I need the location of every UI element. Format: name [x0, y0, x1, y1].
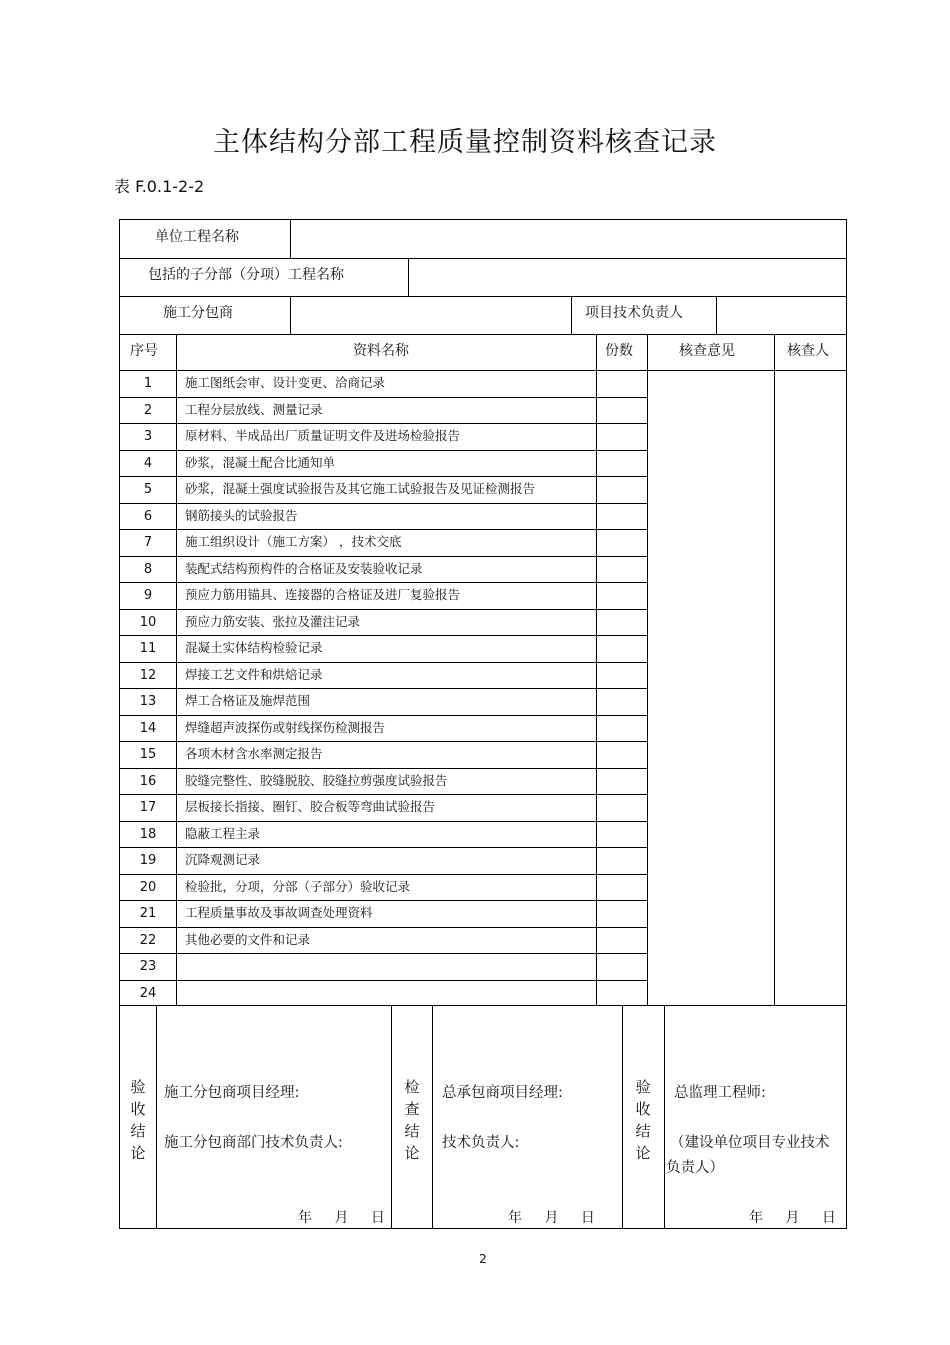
- row-number: 18: [139, 826, 157, 842]
- row-doc-name: 工程质量事故及事故调查处理资料: [185, 905, 373, 920]
- divider: [596, 334, 597, 1006]
- date-field: 年 月 日: [749, 1210, 836, 1226]
- owner-tech-signature-cont: 负责人）: [666, 1160, 724, 1176]
- row-number: 10: [139, 614, 157, 630]
- divider: [120, 296, 846, 297]
- column-header-reviewer: 核查人: [787, 343, 829, 359]
- row-doc-name: 原材料、半成品出厂质量证明文件及进场检验报告: [185, 428, 461, 443]
- divider: [156, 1005, 157, 1228]
- row-number: 5: [143, 482, 153, 497]
- row-number: 13: [139, 694, 157, 709]
- page-number: 2: [479, 1252, 487, 1266]
- row-doc-name: 砂浆，混凝土强度试验报告及其它施工试验报告及见证检测报告: [185, 481, 536, 496]
- divider: [571, 296, 572, 334]
- row-number: 20: [139, 879, 157, 895]
- row-number: 9: [143, 588, 153, 603]
- record-table: [119, 219, 847, 1229]
- row-divider: [120, 556, 647, 557]
- divider: [120, 334, 846, 335]
- divider: [391, 1005, 392, 1228]
- row-divider: [120, 662, 647, 663]
- row-doc-name: 层板接长指接、圈钉、胶合板等弯曲试验报告: [185, 799, 436, 814]
- chief-supervisor-signature: 总监理工程师:: [674, 1085, 766, 1101]
- row-number: 21: [139, 906, 157, 921]
- divider: [120, 1005, 846, 1006]
- row-divider: [120, 741, 647, 742]
- row-doc-name: 混凝土实体结构检验记录: [185, 640, 323, 655]
- row-divider: [120, 953, 647, 954]
- row-doc-name: 装配式结构预构件的合格证及安装验收记录: [185, 560, 423, 576]
- divider: [664, 1005, 665, 1228]
- row-doc-name: 各项木材含水率测定报告: [185, 746, 323, 761]
- row-number: 12: [139, 667, 157, 683]
- row-divider: [120, 609, 647, 610]
- tech-lead-label: 项目技术负责人: [585, 305, 683, 321]
- row-divider: [120, 423, 647, 424]
- row-divider: [120, 980, 647, 981]
- row-number: 17: [139, 800, 157, 815]
- row-number: 8: [143, 561, 153, 577]
- row-doc-name: 焊工合格证及施焊范围: [185, 693, 311, 708]
- row-divider: [120, 874, 647, 875]
- divider: [774, 334, 775, 1006]
- divider: [290, 296, 291, 334]
- divider: [176, 334, 177, 1006]
- row-doc-name: 砂浆，混凝土配合比通知单: [185, 454, 336, 470]
- row-doc-name: 其他必要的文件和记录: [185, 931, 311, 947]
- row-divider: [120, 715, 647, 716]
- table-number: 表 F.0.1-2-2: [114, 177, 205, 196]
- row-number: 6: [143, 508, 153, 524]
- row-doc-name: 钢筋接头的试验报告: [185, 507, 298, 523]
- row-divider: [120, 927, 647, 928]
- row-doc-name: 施工组织设计（施工方案） ，技术交底: [185, 534, 402, 549]
- row-doc-name: 焊接工艺文件和烘焙记录: [185, 666, 323, 682]
- column-header-copies: 份数: [605, 343, 633, 359]
- row-divider: [120, 635, 647, 636]
- row-divider: [120, 900, 647, 901]
- row-doc-name: 工程分层放线、测量记录: [185, 401, 323, 417]
- page-title: 主体结构分部工程质量控制资料核查记录: [213, 127, 717, 158]
- unit-project-label: 单位工程名称: [155, 229, 239, 245]
- row-number: 2: [143, 402, 153, 418]
- row-divider: [120, 847, 647, 848]
- row-divider: [120, 529, 647, 530]
- column-header-review-opinion: 核查意见: [679, 343, 735, 359]
- row-number: 7: [143, 535, 153, 550]
- inspection-conclusion-label: 检查结论: [404, 1078, 420, 1162]
- row-divider: [120, 476, 647, 477]
- row-doc-name: 预应力筋安装、张拉及灌注记录: [185, 613, 361, 629]
- row-divider: [120, 821, 647, 822]
- row-doc-name: 预应力筋用锚具、连接器的合格证及进厂复验报告: [185, 587, 461, 602]
- row-number: 15: [139, 747, 157, 762]
- row-doc-name: 沉降观测记录: [185, 852, 261, 867]
- divider: [647, 334, 648, 1006]
- row-divider: [120, 503, 647, 504]
- divider: [432, 1005, 433, 1228]
- row-doc-name: 隐蔽工程主录: [185, 825, 261, 841]
- row-doc-name: 检验批，分项，分部（子部分）验收记录: [185, 878, 411, 894]
- row-number: 22: [139, 932, 157, 948]
- row-number: 1: [143, 376, 153, 391]
- row-number: 4: [143, 455, 153, 471]
- row-divider: [120, 794, 647, 795]
- row-divider: [120, 397, 647, 398]
- row-doc-name: 胶缝完整性、胶缝脱胶、胶缝拉剪强度试验报告: [185, 772, 448, 788]
- row-divider: [120, 582, 647, 583]
- divider: [408, 258, 409, 296]
- row-number: 23: [139, 959, 157, 974]
- acceptance-conclusion-label: 验收结论: [635, 1078, 651, 1162]
- sub-dept-tech-signature: 施工分包商部门技术负责人:: [164, 1135, 343, 1151]
- divider: [290, 220, 291, 258]
- row-doc-name: 施工图纸会审、设计变更、洽商记录: [185, 375, 386, 390]
- row-divider: [120, 688, 647, 689]
- acceptance-conclusion-label: 验收结论: [130, 1078, 146, 1162]
- column-header-seq: 序号: [130, 343, 158, 359]
- sub-pm-signature: 施工分包商项目经理:: [164, 1085, 300, 1101]
- date-field: 年 月 日: [508, 1210, 595, 1226]
- row-doc-name: 焊缝超声波探伤或射线探伤检测报告: [185, 719, 386, 735]
- divider: [716, 296, 717, 334]
- date-field: 年 月 日: [298, 1210, 385, 1226]
- row-number: 16: [139, 773, 157, 789]
- divider: [120, 258, 846, 259]
- divider: [622, 1005, 623, 1228]
- row-number: 19: [139, 853, 157, 868]
- subcontractor-label: 施工分包商: [163, 305, 233, 321]
- row-divider: [120, 768, 647, 769]
- row-number: 11: [139, 641, 157, 656]
- owner-tech-signature: （建设单位项目专业技术: [670, 1135, 830, 1151]
- row-number: 3: [143, 429, 153, 444]
- row-divider: [120, 450, 647, 451]
- row-number: 24: [139, 985, 157, 1001]
- sub-division-label: 包括的子分部（分项）工程名称: [148, 267, 344, 283]
- general-pm-signature: 总承包商项目经理:: [442, 1085, 563, 1101]
- divider: [120, 370, 846, 371]
- column-header-doc-name: 资料名称: [353, 343, 409, 359]
- tech-lead-signature: 技术负责人:: [442, 1135, 520, 1151]
- row-number: 14: [139, 720, 157, 736]
